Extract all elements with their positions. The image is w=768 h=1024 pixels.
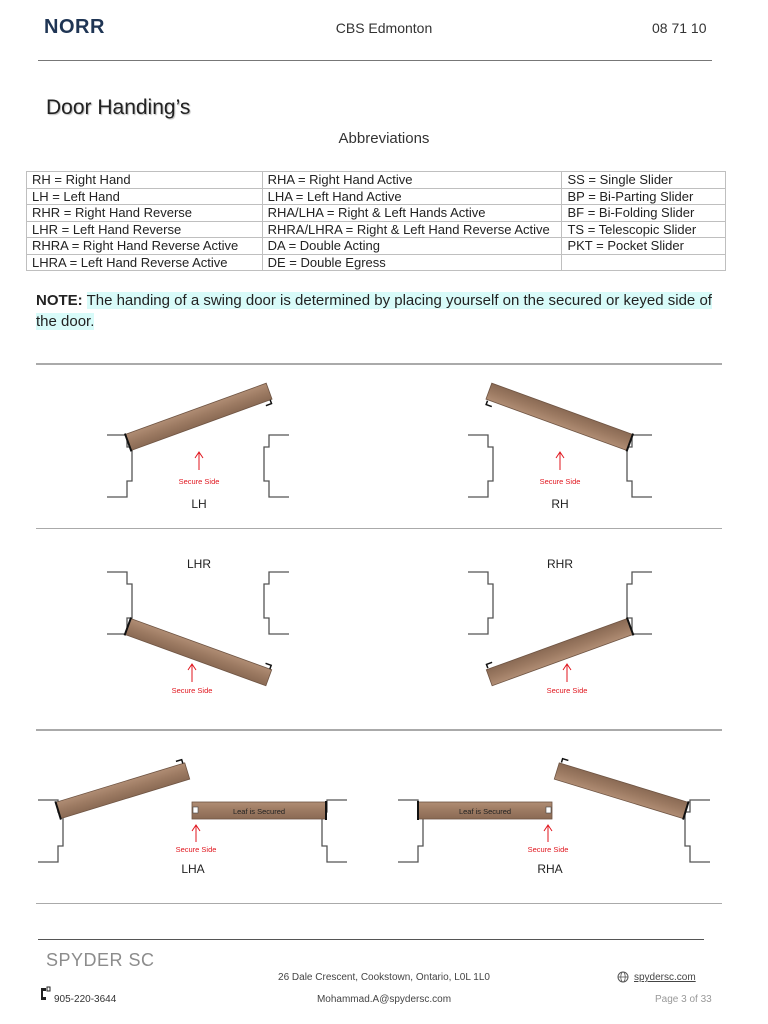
table-cell: DA = Double Acting	[262, 238, 562, 255]
door-leaf-active	[554, 758, 690, 819]
project-name: CBS Edmonton	[335, 20, 433, 36]
table-cell: RHRA = Right Hand Reverse Active	[27, 238, 263, 255]
page-number: Page 3 of 33	[655, 994, 712, 1005]
table-cell: BF = Bi-Folding Slider	[562, 205, 726, 222]
diagram-lh	[107, 382, 289, 511]
secure-side-label: Secure Side	[171, 686, 213, 695]
norr-logo: NORR	[44, 16, 105, 38]
leaf-secured-label: Leaf is Secured	[458, 807, 512, 816]
table-cell: LHA = Left Hand Active	[262, 188, 562, 205]
table-cell: LH = Left Hand	[27, 188, 263, 205]
leaf-secured-label: Leaf is Secured	[232, 807, 286, 816]
page-title: Door Handing’s	[46, 96, 191, 119]
table-cell: SS = Single Slider	[562, 172, 726, 189]
footer-email[interactable]: Mohammad.A@spydersc.com	[316, 994, 452, 1005]
table-cell: DE = Double Egress	[262, 254, 562, 271]
door-leaf-secured	[192, 801, 326, 820]
table-cell: LHRA = Left Hand Reverse Active	[27, 254, 263, 271]
table-cell: RHR = Right Hand Reverse	[27, 205, 263, 222]
footer-address: 26 Dale Crescent, Cookstown, Ontario, L0L 1L0	[278, 972, 490, 983]
table-cell: PKT = Pocket Slider	[562, 238, 726, 255]
table-cell: BP = Bi-Parting Slider	[562, 188, 726, 205]
diagram-rh	[468, 382, 652, 511]
table-cell: RH = Right Hand	[27, 172, 263, 189]
globe-icon	[617, 970, 629, 988]
table-cell: RHA/LHA = Right & Left Hands Active	[262, 205, 562, 222]
section-number: 08 71 10	[652, 20, 707, 36]
note-label: NOTE:	[36, 292, 83, 309]
abbreviations-subtitle: Abbreviations	[338, 130, 430, 147]
rhr-label: RHR	[547, 557, 573, 571]
door-leaf	[484, 382, 633, 455]
footer-divider	[38, 939, 704, 940]
secure-side-label: Secure Side	[175, 845, 217, 854]
secure-side-label: Secure Side	[546, 686, 588, 695]
door-leaf-secured	[418, 801, 552, 820]
door-leaf-active	[54, 759, 190, 820]
spyder-logo: SPYDER SC	[46, 950, 155, 970]
diagram-lhr	[107, 557, 289, 695]
secure-side-label: Secure Side	[539, 477, 581, 486]
note-text: The handing of a swing door is determined by placing yourself on the secured or keyed side of the door.	[36, 292, 712, 330]
footer-phone: 905-220-3644	[54, 994, 117, 1005]
secure-side-label: Secure Side	[527, 845, 569, 854]
table-cell: RHRA/LHRA = Right & Left Hand Reverse Active	[262, 221, 562, 238]
diagram-rha	[398, 758, 710, 876]
rha-label: RHA	[537, 862, 563, 876]
lh-label: LH	[191, 497, 207, 511]
diagram-rhr	[468, 557, 652, 695]
door-leaf	[125, 615, 273, 687]
rh-label: RH	[551, 497, 569, 511]
door-leaf	[125, 382, 273, 454]
door-leaf	[485, 614, 634, 687]
diagram-lha	[38, 759, 347, 876]
lha-label: LHA	[181, 862, 205, 876]
secure-side-label: Secure Side	[178, 477, 220, 486]
lhr-label: LHR	[186, 557, 212, 571]
table-cell: LHR = Left Hand Reverse	[27, 221, 263, 238]
website-link[interactable]: spydersc.com	[634, 972, 696, 983]
table-cell: TS = Telescopic Slider	[562, 221, 726, 238]
table-cell: RHA = Right Hand Active	[262, 172, 562, 189]
